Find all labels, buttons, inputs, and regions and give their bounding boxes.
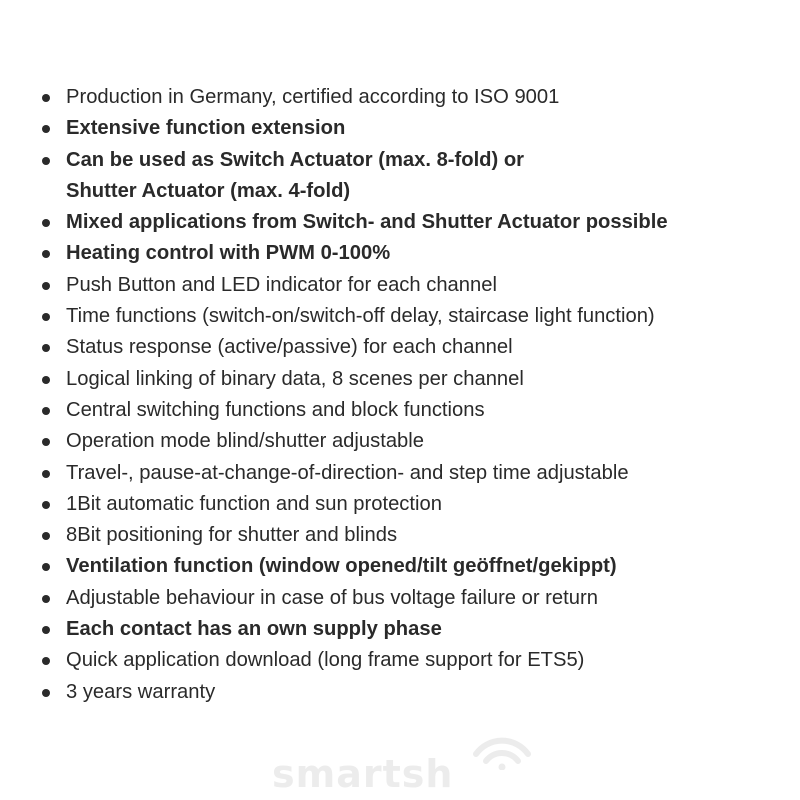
feature-list-item (40, 238, 792, 269)
feature-list-item (40, 145, 792, 208)
bullet-icon (42, 157, 50, 165)
feature-text: Each contact has an own supply phase (66, 618, 442, 641)
bullet-icon (42, 282, 50, 290)
feature-text: Travel-, pause-at-change-of-direction- and step time adjustable (66, 461, 629, 484)
feature-list-item (40, 207, 792, 238)
smartshop-watermark (272, 738, 532, 798)
bullet-icon (42, 689, 50, 697)
bullet-icon (42, 501, 50, 509)
bullet-icon (42, 438, 50, 446)
feature-text: Time functions (switch-on/switch-off delay, staircase light function) (66, 305, 655, 328)
bullet-icon (42, 376, 50, 384)
feature-text-line: Can be used as Switch Actuator (max. 8-fold) or (66, 148, 525, 171)
feature-text: Central switching functions and block functions (66, 398, 485, 421)
feature-text-line: Shutter Actuator (max. 4-fold) (66, 179, 351, 202)
feature-text: Push Button and LED indicator for each channel (66, 273, 497, 296)
feature-text: Mixed applications from Switch- and Shutter Actuator possible (66, 211, 668, 234)
feature-list-item (40, 113, 792, 144)
feature-list-item (40, 520, 792, 551)
feature-list (40, 82, 792, 708)
feature-text: Extensive function extension (66, 117, 346, 140)
feature-text: 8Bit positioning for shutter and blinds (66, 524, 398, 547)
feature-list-item (40, 458, 792, 489)
feature-list-item (40, 677, 792, 708)
bullet-icon (42, 470, 50, 478)
bullet-icon (42, 657, 50, 665)
feature-list-item (40, 583, 792, 614)
feature-text: Status response (active/passive) for each channel (66, 336, 513, 359)
feature-text: Production in Germany, certified according to ISO 9001 (66, 86, 560, 108)
feature-list-item (40, 645, 792, 676)
feature-text: Adjustable behaviour in case of bus voltage failure or return (66, 586, 598, 609)
feature-list-item (40, 614, 792, 645)
feature-list-item (40, 489, 792, 520)
wifi-icon (470, 730, 534, 770)
bullet-icon (42, 595, 50, 603)
feature-text: Quick application download (long frame support for ETS5) (66, 649, 585, 672)
bullet-icon (42, 407, 50, 415)
bullet-icon (42, 532, 50, 540)
feature-text: Logical linking of binary data, 8 scenes per channel (66, 367, 524, 390)
feature-list-item (40, 551, 792, 582)
feature-list-item (40, 332, 792, 363)
feature-list-item (40, 364, 792, 395)
bullet-icon (42, 626, 50, 634)
feature-list-item (40, 82, 792, 113)
feature-list-item (40, 426, 792, 457)
feature-text: Heating control with PWM 0-100% (66, 242, 391, 265)
feature-list-item (40, 395, 792, 426)
feature-list-item (40, 270, 792, 301)
feature-text: Ventilation function (window opened/tilt geöffnet/gekippt) (66, 555, 617, 578)
bullet-icon (42, 94, 50, 102)
bullet-icon (42, 313, 50, 321)
feature-text: 3 years warranty (66, 680, 216, 703)
feature-text: 1Bit automatic function and sun protection (66, 492, 442, 515)
bullet-icon (42, 125, 50, 133)
watermark-text: smartsh (272, 752, 454, 796)
feature-list-item (40, 301, 792, 332)
feature-text: Operation mode blind/shutter adjustable (66, 430, 424, 453)
bullet-icon (42, 344, 50, 352)
bullet-icon (42, 563, 50, 571)
bullet-icon (42, 219, 50, 227)
bullet-icon (42, 250, 50, 258)
feature-text (66, 145, 792, 208)
